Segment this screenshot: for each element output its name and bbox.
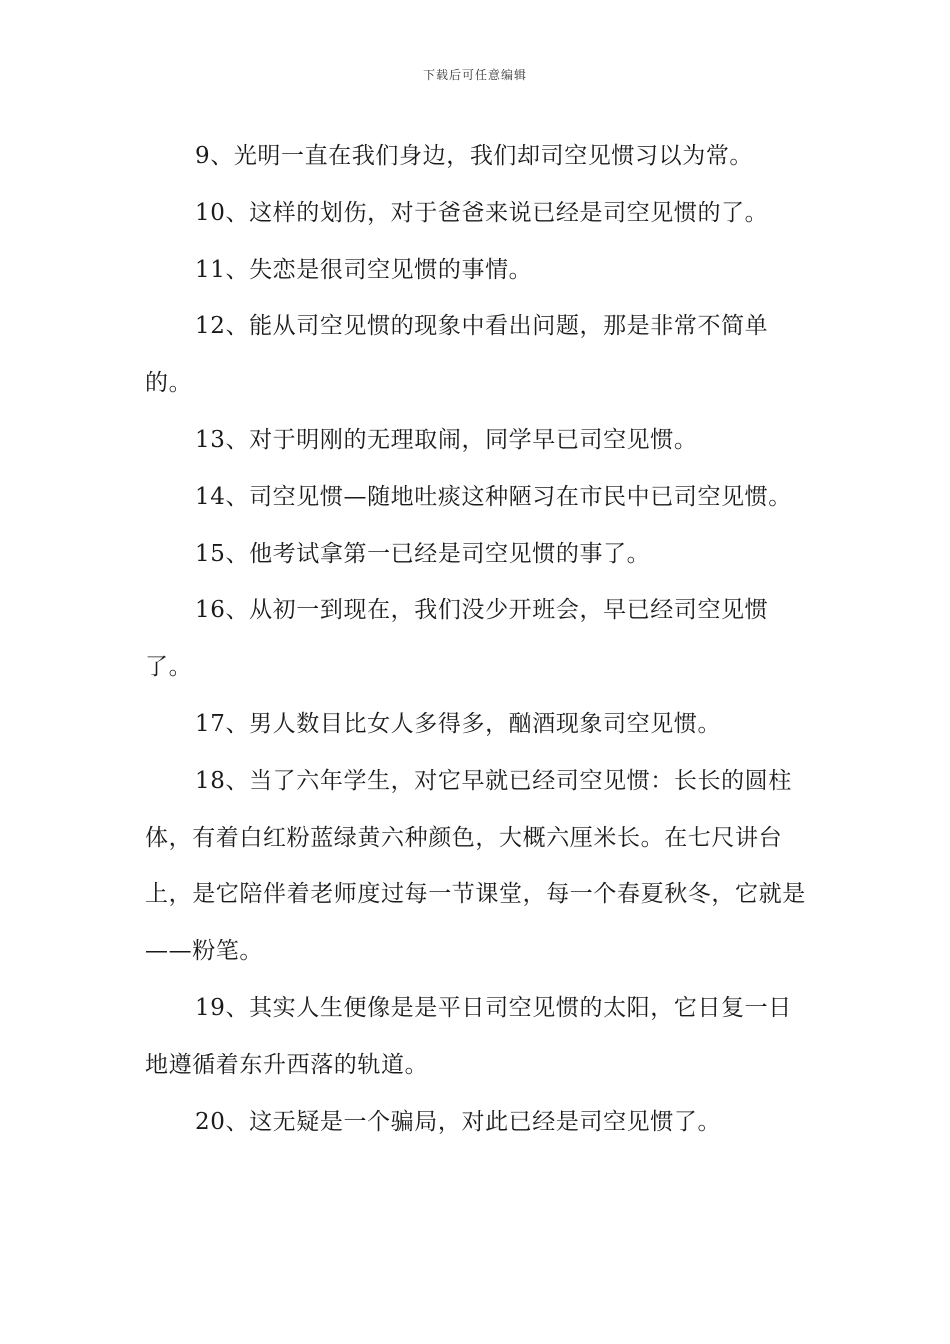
document-body xyxy=(145,128,807,1150)
paragraph-13: 13、对于明刚的无理取闹，同学早已司空见惯。 xyxy=(195,426,698,453)
paragraph-14: 14、司空见惯—随地吐痰这种陋习在市民中已司空见惯。 xyxy=(195,483,792,510)
paragraph-20: 20、这无疑是一个骗局，对此已经是司空见惯了。 xyxy=(195,1108,722,1135)
paragraph-9: 9、光明一直在我们身边，我们却司空见惯习以为常。 xyxy=(195,143,754,169)
paragraph-11: 11、失恋是很司空见惯的事情。 xyxy=(195,256,533,283)
paragraph-18: 18、当了六年学生，对它早就已经司空见惯：长长的圆柱体，有着白红粉蓝绿黄六种颜色，大概六厘米长。在七尺讲台上，是它陪伴着老师度过每一节课堂，每一个春夏秋冬，它就是——粉笔。 xyxy=(145,767,806,965)
paragraph-19: 19、其实人生便像是是平日司空见惯的太阳，它日复一日地遵循着东升西落的轨道。 xyxy=(145,994,792,1078)
paragraph-15: 15、他考试拿第一已经是司空见惯的事了。 xyxy=(195,540,651,567)
paragraph-12: 12、能从司空见惯的现象中看出问题，那是非常不简单的。 xyxy=(145,313,769,397)
paragraph-10: 10、这样的划伤，对于爸爸来说已经是司空见惯的了。 xyxy=(195,199,769,226)
paragraph-17: 17、男人数目比女人多得多，酗酒现象司空见惯。 xyxy=(195,710,722,737)
header-note: 下载后可任意编辑 xyxy=(422,68,527,82)
paragraph-16: 16、从初一到现在，我们没少开班会，早已经司空见惯了。 xyxy=(145,597,769,681)
